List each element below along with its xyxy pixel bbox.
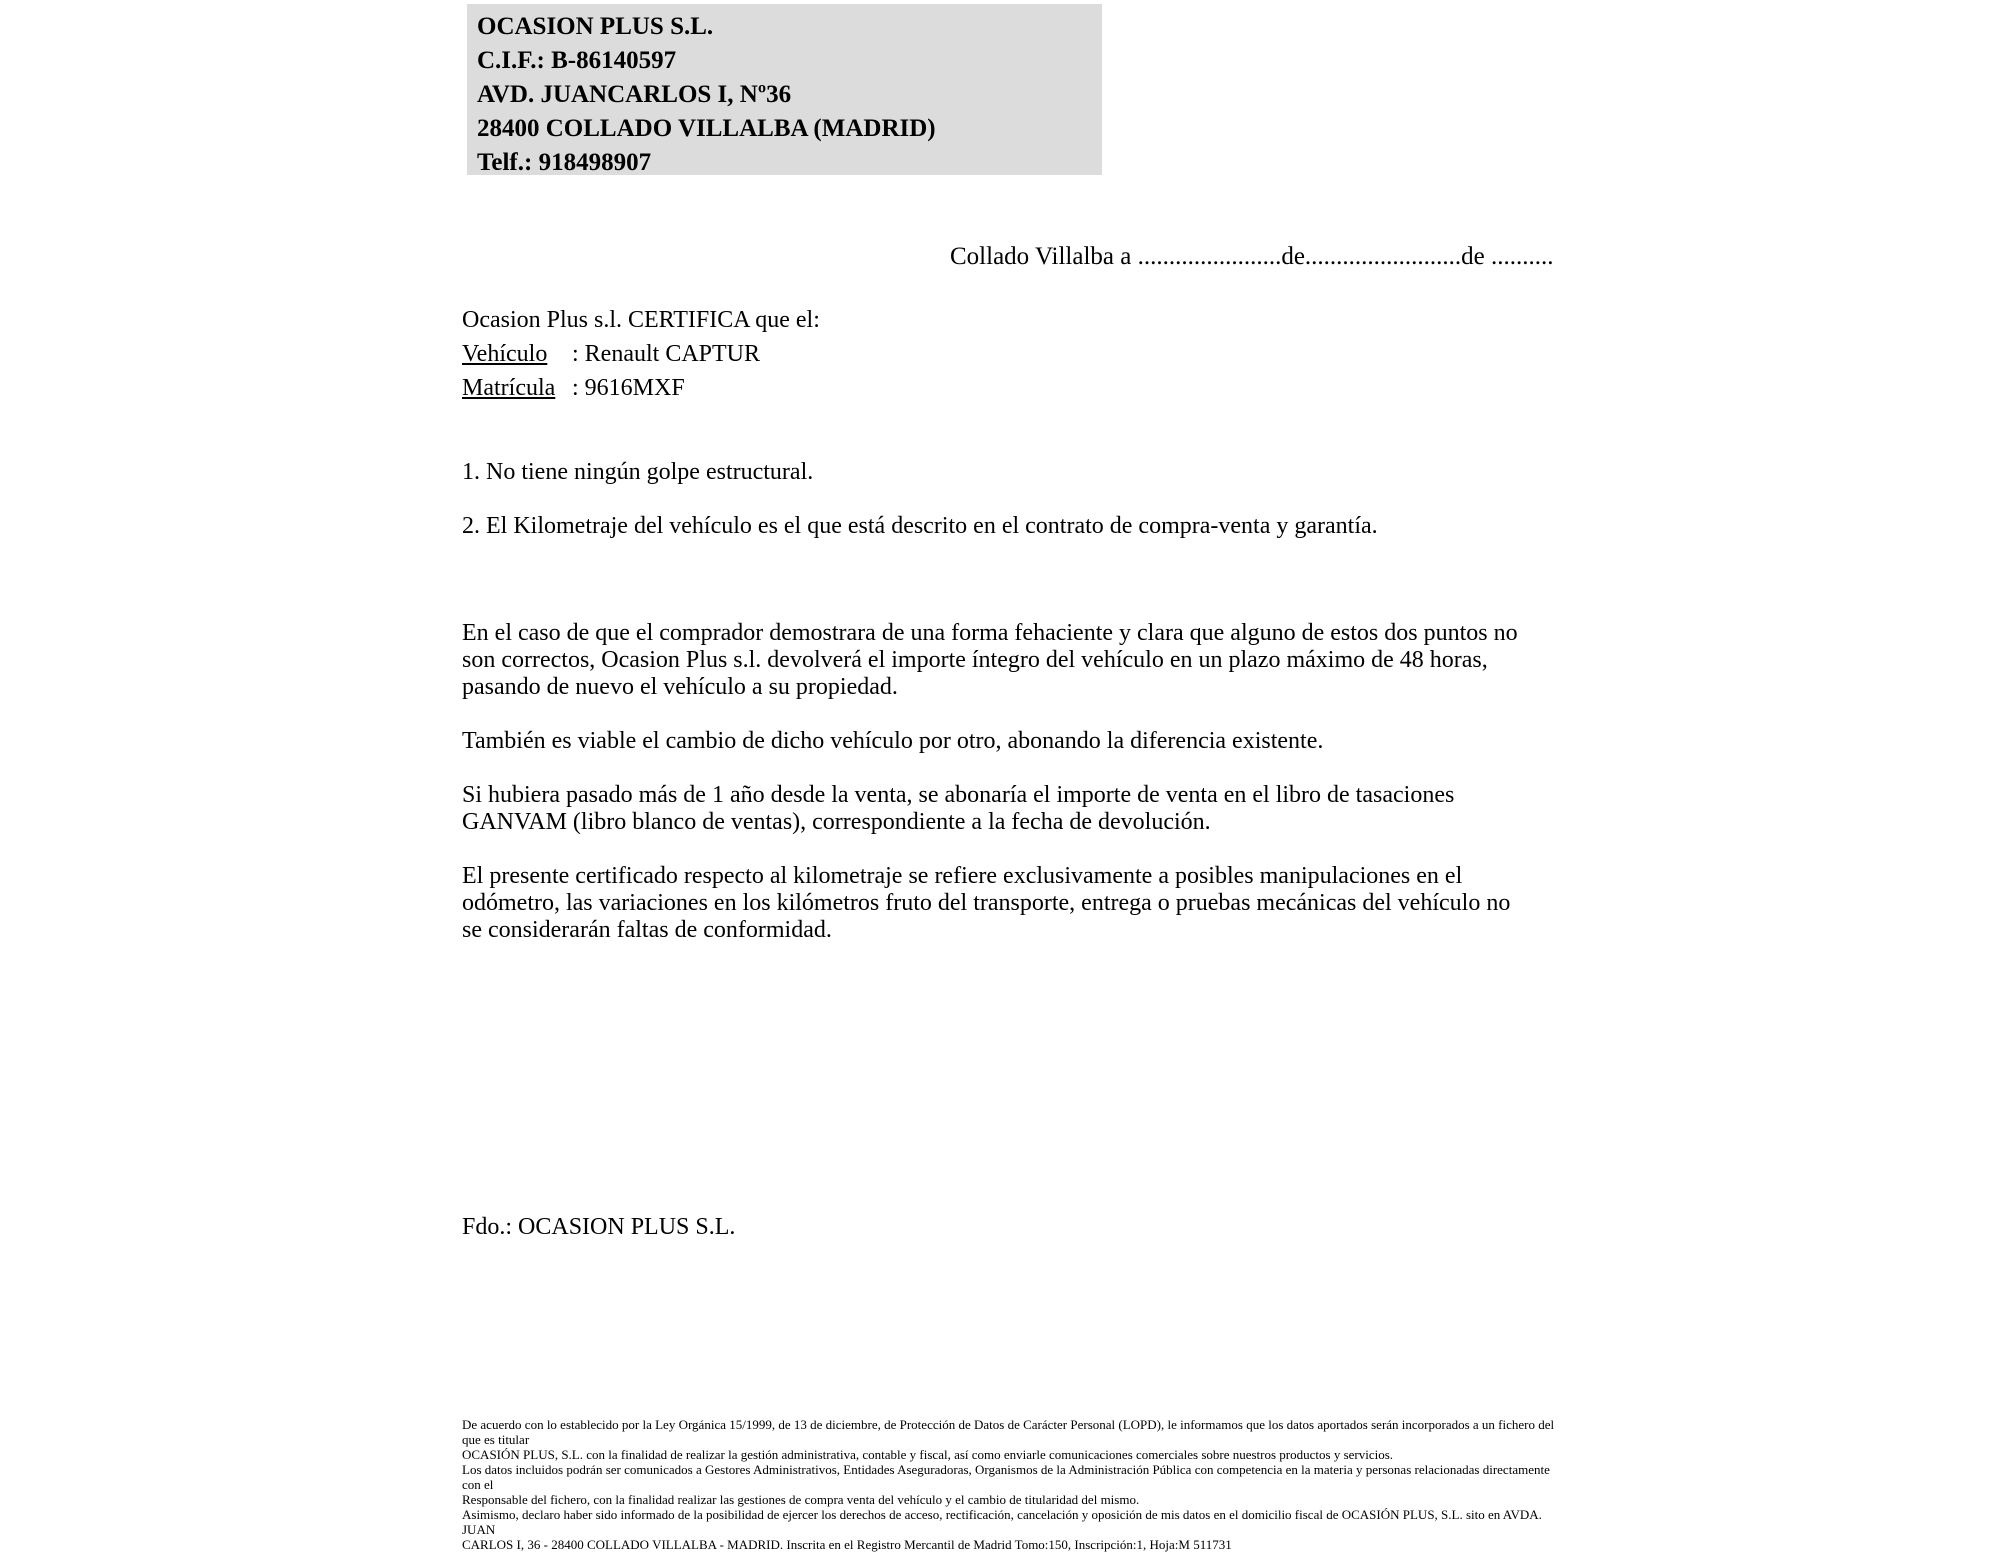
company-city: 28400 COLLADO VILLALBA (MADRID) <box>477 115 936 142</box>
signature-line: Fdo.: OCASION PLUS S.L. <box>462 1214 736 1240</box>
company-name: OCASION PLUS S.L. <box>477 13 714 40</box>
vehicle-label: Vehículo <box>462 341 548 367</box>
plate-value: : 9616MXF <box>572 375 685 401</box>
company-address: AVD. JUANCARLOS I, Nº36 <box>477 81 792 108</box>
certify-block <box>462 303 820 405</box>
legal-line: Los datos incluidos podrán ser comunicados a Gestores Administrativos, Entidades Aseguradoras, Organismos de la Administración Pública con competencia en la materia y personas relacionadas directamente con el <box>462 1462 1550 1492</box>
company-phone: Telf.: 918498907 <box>477 149 652 176</box>
condition-point-1: 1. No tiene ningún golpe estructural. <box>462 459 814 485</box>
condition-point-2: 2. El Kilometraje del vehículo es el que está descrito en el contrato de compra-venta y garantía. <box>462 513 1378 539</box>
paragraph-odometer: El presente certificado respecto al kilometraje se refiere exclusivamente a posibles manipulaciones en el odómetro, las variaciones en los kilómetros fruto del transporte, entrega o pruebas mecánicas del vehículo no se considerarán faltas de conformidad. <box>462 863 1511 943</box>
paragraph-ganvam: Si hubiera pasado más de 1 año desde la venta, se abonaría el importe de venta en el libro de tasaciones GANVAM (libro blanco de ventas), correspondiente a la fecha de devolución. <box>462 782 1455 835</box>
legal-line: De acuerdo con lo establecido por la Ley Orgánica 15/1999, de 13 de diciembre, de Protección de Datos de Carácter Personal (LOPD), le informamos que los datos aportados serán incorporados a un fichero del que es titular <box>462 1417 1555 1447</box>
paragraph-exchange: También es viable el cambio de dicho vehículo por otro, abonando la diferencia existente. <box>462 728 1324 754</box>
plate-field-row <box>462 371 820 405</box>
plate-label: Matrícula <box>462 375 556 401</box>
legal-notice <box>462 1417 1567 1552</box>
vehicle-field-row <box>462 337 820 371</box>
paragraph-refund: En el caso de que el comprador demostrara de una forma fehaciente y clara que alguno de estos dos puntos no son correctos, Ocasion Plus s.l. devolverá el importe íntegro del vehículo en un plazo máximo de 48 horas, pasando de nuevo el vehículo a su propiedad. <box>462 620 1518 700</box>
certify-intro: Ocasion Plus s.l. CERTIFICA que el: <box>462 307 820 333</box>
legal-line: Asimismo, declaro haber sido informado de la posibilidad de ejercer los derechos de acceso, rectificación, cancelación y oposición de mis datos en el domicilio fiscal de OCASIÓN PLUS, S.L. sito en AVDA. JUAN <box>462 1507 1542 1537</box>
legal-line: OCASIÓN PLUS, S.L. con la finalidad de realizar la gestión administrativa, contable y fiscal, así como enviarle comunicaciones comerciales sobre nuestros productos y servicios. <box>462 1447 1394 1462</box>
date-fill-in-line: Collado Villalba a .......................de.........................de .......... <box>950 243 1554 270</box>
legal-line: Responsable del fichero, con la finalidad realizar las gestiones de compra venta del vehículo y el cambio de titularidad del mismo. <box>462 1492 1140 1507</box>
company-letterhead-box <box>467 4 1102 175</box>
company-cif: C.I.F.: B-86140597 <box>477 47 677 74</box>
vehicle-value: : Renault CAPTUR <box>572 341 761 367</box>
legal-line: CARLOS I, 36 - 28400 COLLADO VILLALBA - MADRID. Inscrita en el Registro Mercantil de Madrid Tomo:150, Inscripción:1, Hoja:M 511731 <box>462 1537 1232 1552</box>
